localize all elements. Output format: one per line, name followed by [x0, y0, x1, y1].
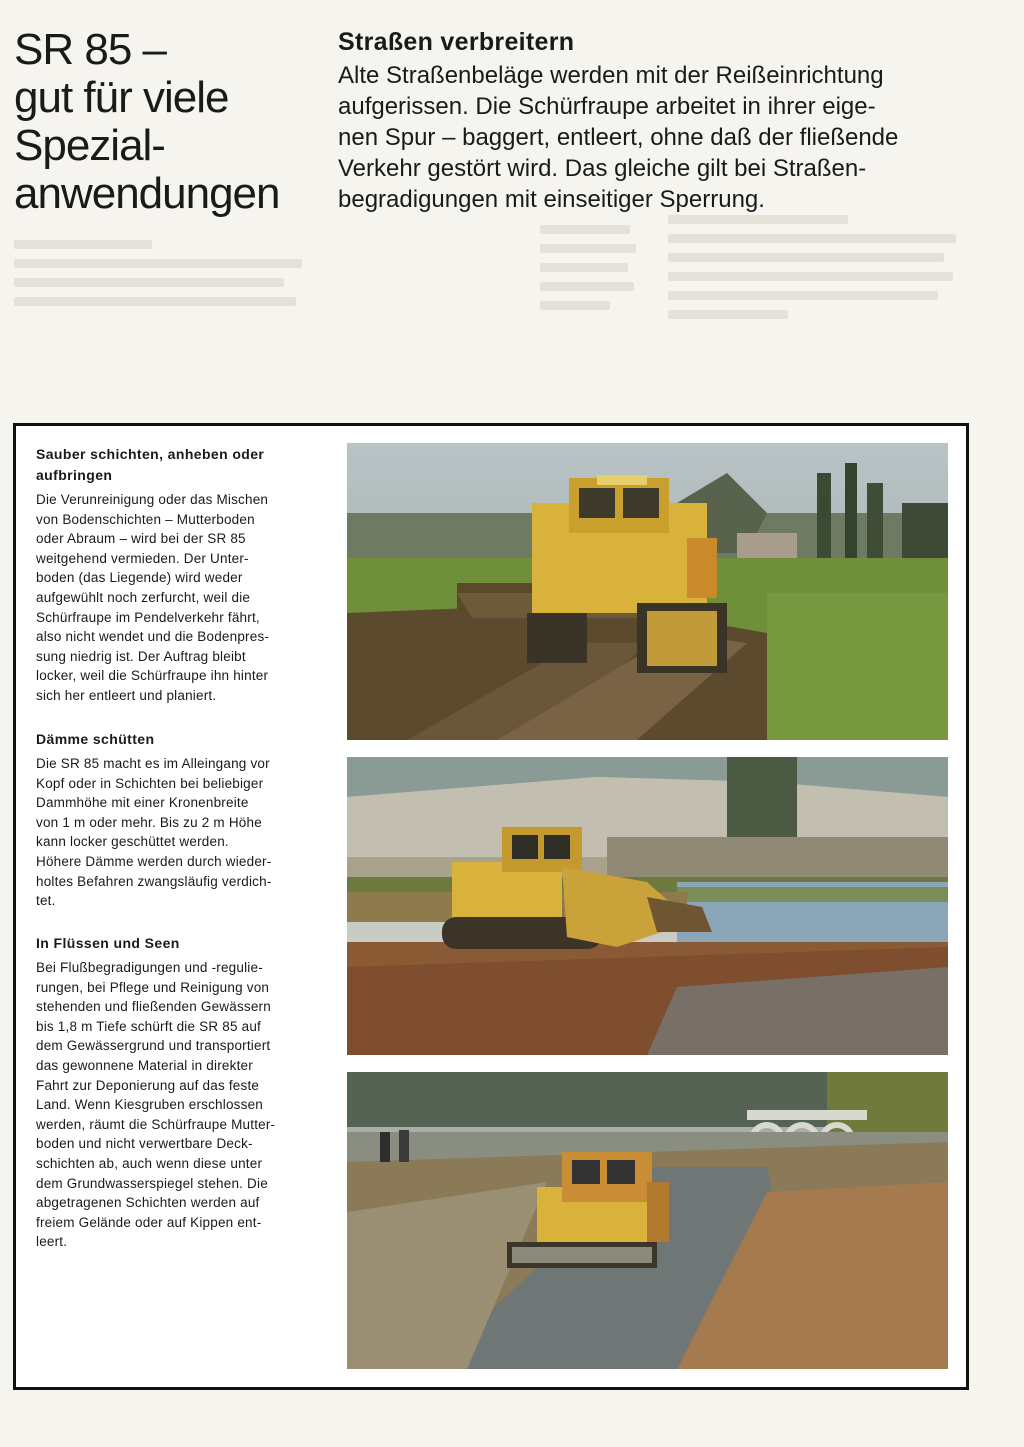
photo-field-scraper-image	[347, 443, 948, 740]
section-title: Dämme schütten	[36, 731, 155, 747]
photo-river-scraper-image	[347, 1072, 948, 1369]
photo-lake-scraper-image	[347, 757, 948, 1055]
intro-text: Alte Straßenbeläge werden mit der Reißeinrichtung aufgerissen. Die Schürfraupe arbeitet in ihrer eige- nen Spur – baggert, entleert, ohne daß der fließende Verkehr gestört wird. Das gleiche gilt bei Straßen- begradigungen mit einseitiger Sperrung.	[338, 62, 899, 213]
show-through-left	[14, 230, 314, 360]
photo-lake-scraper	[347, 757, 948, 1055]
photo-river-scraper	[347, 1072, 948, 1369]
section-body: Die SR 85 macht es im Alleingang vor Kopf oder in Schichten bei beliebiger Dammhöhe mit einer Kronenbreite von 1 m oder mehr. Bis zu 2 m Höhe kann locker geschüttet werden. Höhere Dämme werden durch wieder- holtes Befahren zwangsläufig verdich- tet.	[36, 756, 272, 909]
page-headline: SR 85 – gut für viele Spezial- anwendungen	[14, 25, 280, 218]
section-fluesse-seen	[36, 933, 334, 1252]
show-through-right	[668, 205, 968, 355]
section-sauber-schichten	[36, 444, 334, 706]
section-title: Sauber schichten, anheben oder aufbringen	[36, 446, 265, 483]
section-daemme-schuetten	[36, 729, 334, 911]
section-title: In Flüssen und Seen	[36, 935, 180, 951]
photo-field-scraper	[347, 443, 948, 740]
section-body: Bei Flußbegradigungen und -regulie- rungen, bei Pflege und Reinigung von stehenden und fließenden Gewässern bis 1,8 m Tiefe schürft die SR 85 auf dem Gewässergrund und transportiert das gewonnene Material in direkter Fahrt zur Deponierung auf das feste Land. Wenn Kiesgruben erschlossen werden, räumt die Schürfraupe Mutter- boden und nicht verwertbare Deck- schichten ab, auch wenn diese unter dem Grundwasserspiegel stehen. Die abgetragenen Schichten werden auf freiem Gelände oder auf Kippen ent- leert.	[36, 960, 276, 1250]
show-through-middle	[540, 215, 640, 365]
content-box	[13, 423, 969, 1390]
section-body: Die Verunreinigung oder das Mischen von Bodenschichten – Mutterboden oder Abraum – wird bei der SR 85 weitgehend vermieden. Der Unter- boden (das Liegende) wird weder aufgewühlt noch zerfurcht, weil die Schürfraupe im Pendelverkehr fährt, also nicht wendet und die Bodenpres- sung niedrig ist. Der Auftrag bleibt locker, weil die Schürfraupe ihn hinter sich her entleert und planiert.	[36, 492, 270, 703]
intro-title: Straßen verbreitern	[338, 28, 575, 56]
